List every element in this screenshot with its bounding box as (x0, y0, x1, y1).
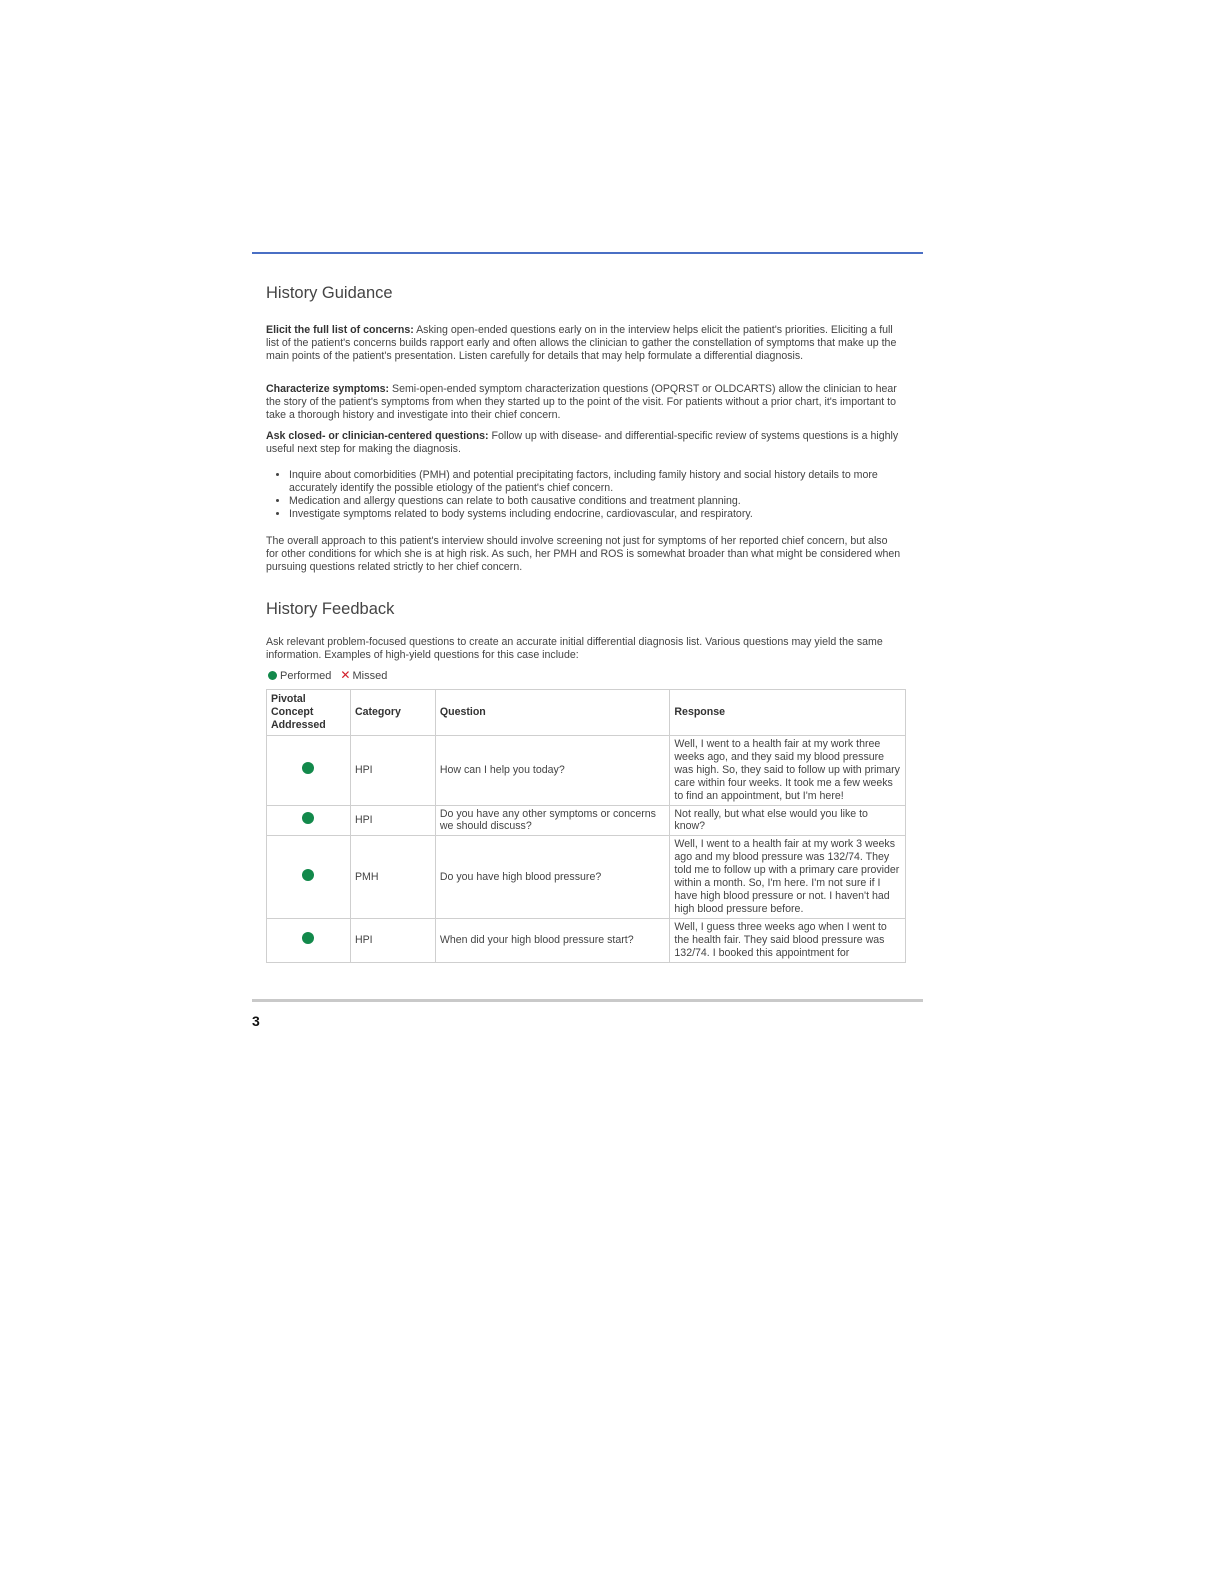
page-number: 3 (252, 1013, 260, 1029)
category-cell: HPI (350, 918, 435, 962)
paragraph-lead: Elicit the full list of concerns: (266, 324, 414, 336)
status-cell (267, 918, 351, 962)
feedback-intro: Ask relevant problem-focused questions to create an accurate initial differential diagnosis list. Various questions may yield the same information. Examples of high-yield questions for this case include: (266, 636, 883, 661)
guidance-bullet-list (266, 469, 923, 521)
response-cell: Well, I guess three weeks ago when I went to the health fair. They said blood pressure was 132/74. I booked this appointment for (670, 918, 906, 962)
status-cell (267, 736, 351, 806)
legend-missed-label: Missed (352, 670, 388, 682)
status-cell (267, 805, 351, 836)
performed-dot-icon (302, 932, 314, 944)
document-frame (252, 252, 923, 1002)
history-feedback-title: History Feedback (266, 600, 395, 618)
question-cell: How can I help you today? (435, 736, 670, 806)
performed-dot-icon (302, 869, 314, 881)
history-feedback-table (266, 689, 906, 963)
performed-dot-icon (302, 762, 314, 774)
table-row (267, 918, 906, 962)
table-row (267, 805, 906, 836)
table-row (267, 736, 906, 806)
performed-dot-icon (268, 671, 277, 680)
bullet-item: • Inquire about comorbidities (PMH) and potential precipitating factors, including family history and social history details to more accurately identify the possible etiology of the patient's chief concern. (289, 469, 923, 495)
paragraph-lead: Ask closed- or clinician-centered questions: (266, 430, 489, 442)
paragraph-overall-approach: The overall approach to this patient's interview should involve screening not just for symptoms of her reported chief concern, but also for other conditions for which she is at high risk. As such, her PMH and ROS is somewhat broader than what might be considered when pursuing questions related strictly to her chief concern. (266, 535, 901, 573)
paragraph-elicit-concerns (266, 324, 902, 363)
missed-x-icon: ✕ (340, 668, 351, 682)
response-cell: Well, I went to a health fair at my work three weeks ago, and they said my blood pressure was high. So, they said to follow up with primary care within four weeks. It took me a few weeks to find an appointment, but I'm here! (670, 736, 906, 806)
paragraph-lead: Characterize symptoms: (266, 383, 390, 395)
header-question: Question (435, 690, 670, 736)
table-header-row (267, 690, 906, 736)
paragraph-text: Semi-open-ended symptom characterization questions (OPQRST or OLDCARTS) allow the clinician to hear the story of the patient's symptoms from when they started up to the point of the visit. For patients without a prior chart, it's important to take a thorough history and investigate into their chief concern. (266, 383, 897, 421)
response-cell: Well, I went to a health fair at my work 3 weeks ago and my blood pressure was 132/74. They told me to follow up with a primary care provider within a month. So, I'm here. I'm not sure if I have high blood pressure or not. I haven't had high blood pressure before. (670, 836, 906, 918)
question-cell: When did your high blood pressure start? (435, 918, 670, 962)
paragraph-closed-questions (266, 430, 902, 456)
header-pivotal-concept: Pivotal Concept Addressed (267, 690, 351, 736)
header-category: Category (350, 690, 435, 736)
category-cell: HPI (350, 805, 435, 836)
paragraph-characterize-symptoms (266, 383, 902, 422)
history-guidance-title: History Guidance (266, 284, 393, 302)
category-cell: HPI (350, 736, 435, 806)
question-cell: Do you have high blood pressure? (435, 836, 670, 918)
performed-dot-icon (302, 812, 314, 824)
legend-performed-label: Performed (280, 670, 332, 682)
category-cell: PMH (350, 836, 435, 918)
status-cell (267, 836, 351, 918)
paragraph-text: Follow up with disease- and differential-specific review of systems questions is a highly useful next step for making the diagnosis. (266, 430, 899, 455)
header-response: Response (670, 690, 906, 736)
bullet-item: • Investigate symptoms related to body systems including endocrine, cardiovascular, and respiratory. (289, 508, 923, 521)
status-legend (268, 668, 387, 682)
response-cell: Not really, but what else would you like to know? (670, 805, 906, 836)
question-cell: Do you have any other symptoms or concerns we should discuss? (435, 805, 670, 836)
paragraph-text: Asking open-ended questions early on in the interview helps elicit the patient's priorities. Eliciting a full list of the patient's concerns builds rapport early and often allows the clinician to gather the constellation of symptoms that make up the main points of the patient's presentation. Listen carefully for details that may help formulate a differential diagnosis. (266, 324, 897, 362)
bullet-item: • Medication and allergy questions can relate to both causative conditions and treatment planning. (289, 495, 923, 508)
table-row (267, 836, 906, 918)
